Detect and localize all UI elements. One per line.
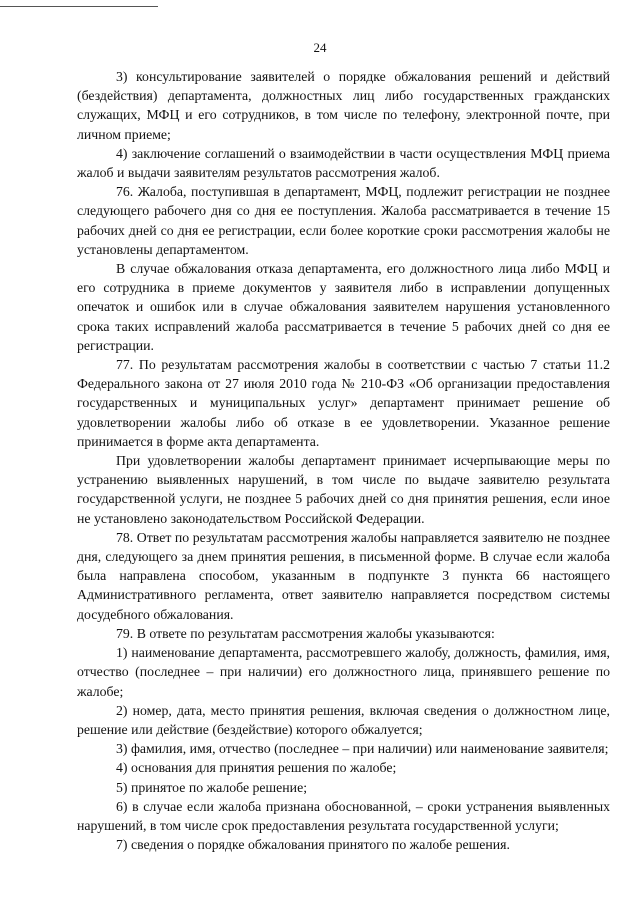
list-item-5: 5) принятое по жалобе решение; bbox=[116, 779, 308, 795]
paragraph-77: 77. По результатам рассмотрения жалобы в соответствии с частью 7 статьи 11.2 Федерального закона от 27 июля 2010 года № 210-ФЗ «Об организации предоставления государственных и муниципальных услуг» департамент принимает решение об удовлетворении жалобы либо об отказе в ее удовлетворении. Указанное решение принимается в форме акта департамента. bbox=[77, 357, 610, 449]
paragraph-consultation: 3) консультирование заявителей о порядке обжалования решений и действий (бездействия) департамента, должностных лиц либо государственных гражданских служащих, МФЦ и его сотрудников, в том числе по телефону, электронной почте, при личном приеме; bbox=[77, 69, 610, 142]
paragraph-78: 78. Ответ по результатам рассмотрения жалобы направляется заявителю не позднее дня, следующего за днем принятия решения, в письменной форме. В случае если жалоба была направлена способом, указанным в подпункте 3 пункта 66 настоящего Административного регламента, ответ заявителю направляется посредством системы досудебного обжалования. bbox=[77, 529, 610, 622]
list-item-7: 7) сведения о порядке обжалования принятого по жалобе решения. bbox=[116, 837, 510, 853]
paragraph-79: 79. В ответе по результатам рассмотрения жалобы указываются: bbox=[116, 625, 495, 641]
document-body bbox=[77, 67, 610, 854]
list-item-2: 2) номер, дата, место принятия решения, включая сведения о должностном лице, решение или действие (бездействие) которого обжалуется; bbox=[77, 702, 610, 737]
page-number: 24 bbox=[313, 40, 327, 55]
list-item-6: 6) в случае если жалоба признана обоснованной, – сроки устранения выявленных нарушений, в том числе срок предоставления результата государственной услуги; bbox=[77, 798, 610, 833]
paragraph-76: 76. Жалоба, поступившая в департамент, МФЦ, подлежит регистрации не позднее следующего рабочего дня со дня ее поступления. Жалоба рассматривается в течение 15 рабочих дней со дня ее регистрации, если более короткие сроки рассмотрения жалобы не установлены департаментом. bbox=[77, 184, 610, 257]
list-item-3: 3) фамилия, имя, отчество (последнее – при наличии) или наименование заявителя; bbox=[116, 741, 609, 757]
list-item-1: 1) наименование департамента, рассмотревшего жалобу, должность, фамилия, имя, отчество (последнее – при наличии) его должностного лица, принявшего решение по жалобе; bbox=[77, 645, 610, 699]
top-rule bbox=[0, 6, 158, 7]
paragraph-agreements: 4) заключение соглашений о взаимодействии в части осуществления МФЦ приема жалоб и выдачи заявителям результатов рассмотрения жалоб. bbox=[77, 145, 610, 181]
paragraph-77-satisfaction: При удовлетворении жалобы департамент принимает исчерпывающие меры по устранению выявленных нарушений, в том числе по выдаче заявителю результата государственной услуги, не позднее 5 рабочих дней со дня принятия решения, если иное не установлено законодательством Российской Федерации. bbox=[77, 453, 610, 526]
list-item-4: 4) основания для принятия решения по жалобе; bbox=[116, 760, 397, 776]
paragraph-76-refusal: В случае обжалования отказа департамента, его должностного лица либо МФЦ и его сотрудника в приеме документов у заявителя либо в исправлении допущенных опечаток и ошибок или в случае обжалования заявителем нарушения установленного срока таких исправлений жалоба рассматривается в течение 5 рабочих дней со дня ее регистрации. bbox=[77, 261, 610, 353]
